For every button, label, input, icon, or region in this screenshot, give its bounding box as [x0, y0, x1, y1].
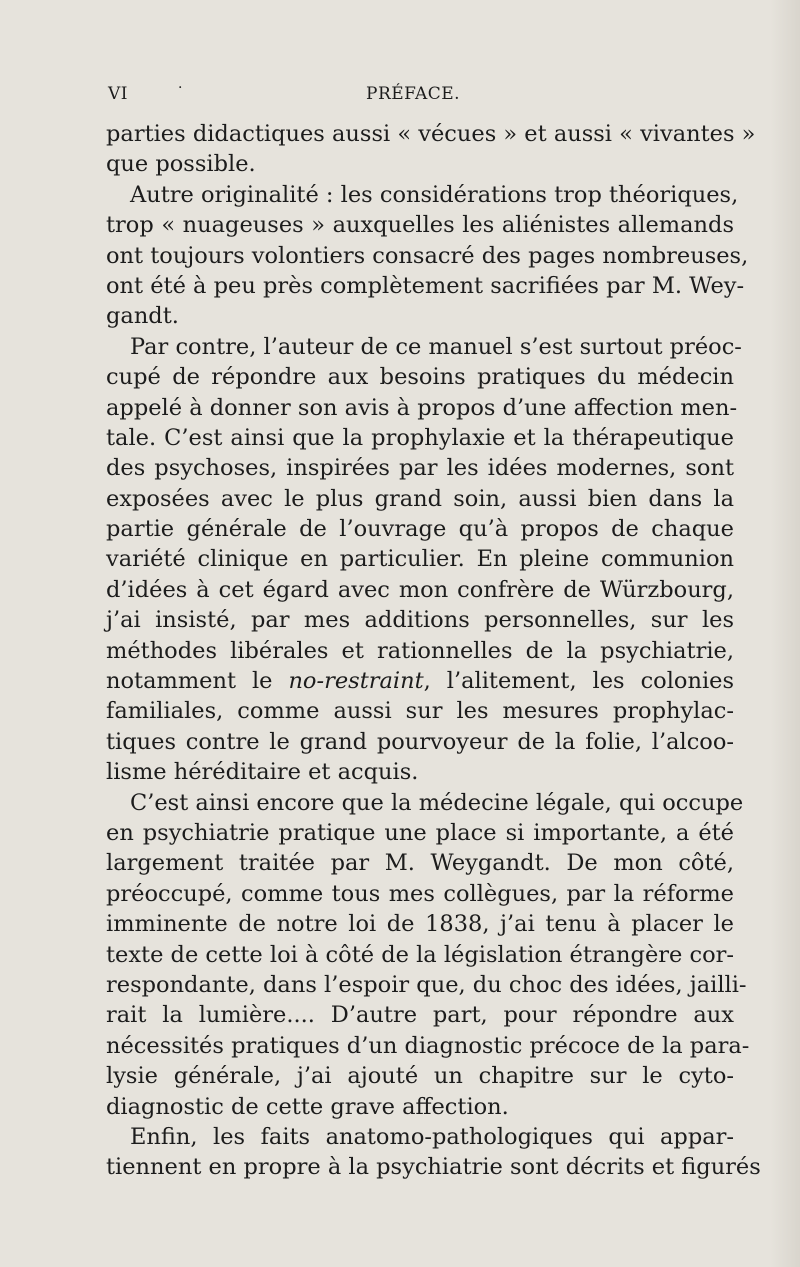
header-dot: ·: [178, 80, 183, 96]
text-fragment: notamment le: [106, 668, 289, 695]
text-fragment: , l’alitement, les colonies: [423, 668, 735, 695]
text-line: appelé à donner son avis à propos d’une affection men-: [106, 394, 738, 421]
text-line: gandt.: [106, 303, 179, 330]
text-line: Par contre, l’auteur de ce manuel s’est surtout préoc-: [130, 333, 742, 360]
text-line: variété clinique en particulier. En pleine communion: [106, 546, 734, 573]
text-line: ont été à peu près complètement sacrifiées par M. Wey-: [106, 272, 745, 299]
running-header: [108, 80, 734, 108]
text-line: j’ai insisté, par mes additions personnelles, sur les: [106, 607, 734, 634]
text-line: que possible.: [106, 151, 256, 178]
text-line: nécessités pratiques d’un diagnostic précoce de la para-: [106, 1032, 750, 1059]
text-line: tale. C’est ainsi que la prophylaxie et la thérapeutique: [106, 424, 734, 451]
page-edge-shadow: [770, 0, 800, 1267]
text-line: d’idées à cet égard avec mon confrère de Würzbourg,: [106, 576, 734, 603]
text-line: exposées avec le plus grand soin, aussi bien dans la: [106, 485, 734, 512]
text-line: Autre originalité : les considérations trop théoriques,: [130, 181, 739, 208]
text-line: tiques contre le grand pourvoyeur de la folie, l’alcoo-: [106, 728, 734, 755]
text-line: trop « nuageuses » auxquelles les aliénistes allemands: [106, 212, 734, 239]
text-line: [106, 666, 734, 696]
text-line: texte de cette loi à côté de la législation étrangère cor-: [106, 941, 735, 968]
italic-term: no-restraint: [288, 668, 424, 695]
text-line: tiennent en propre à la psychiatrie sont décrits et figurés: [106, 1154, 761, 1181]
text-line: partie générale de l’ouvrage qu’à propos de chaque: [106, 516, 734, 543]
page-number: VI: [108, 84, 128, 104]
text-line: rait la lumière.... D’autre part, pour répondre aux: [106, 1002, 734, 1029]
text-line: préoccupé, comme tous mes collègues, par la réforme: [106, 880, 734, 907]
text-line: méthodes libérales et rationnelles de la psychiatrie,: [106, 637, 734, 664]
text-line: cupé de répondre aux besoins pratiques du médecin: [106, 364, 734, 391]
text-line: ont toujours volontiers consacré des pages nombreuses,: [106, 242, 749, 269]
text-line: imminente de notre loi de 1838, j’ai tenu à placer le: [106, 911, 734, 938]
text-line: lysie générale, j’ai ajouté un chapitre sur le cyto-: [106, 1063, 734, 1090]
body-text: [106, 119, 761, 1183]
text-line: Enfin, les faits anatomo-pathologiques qui appar-: [130, 1123, 734, 1150]
text-line: lisme héréditaire et acquis.: [106, 759, 419, 786]
text-line: respondante, dans l’espoir que, du choc des idées, jailli-: [106, 971, 747, 998]
text-line: diagnostic de cette grave affection.: [106, 1093, 509, 1120]
text-line: parties didactiques aussi « vécues » et aussi « vivantes »: [106, 121, 756, 147]
text-line: des psychoses, inspirées par les idées modernes, sont: [106, 455, 734, 482]
text-line: C’est ainsi encore que la médecine légale, qui occupe: [130, 789, 744, 816]
header-title: PRÉFACE.: [366, 84, 461, 104]
text-line: familiales, comme aussi sur les mesures prophylac-: [106, 698, 734, 725]
text-line: en psychiatrie pratique une place si importante, a été: [106, 819, 734, 846]
text-line: largement traitée par M. Weygandt. De mon côté,: [106, 850, 734, 877]
